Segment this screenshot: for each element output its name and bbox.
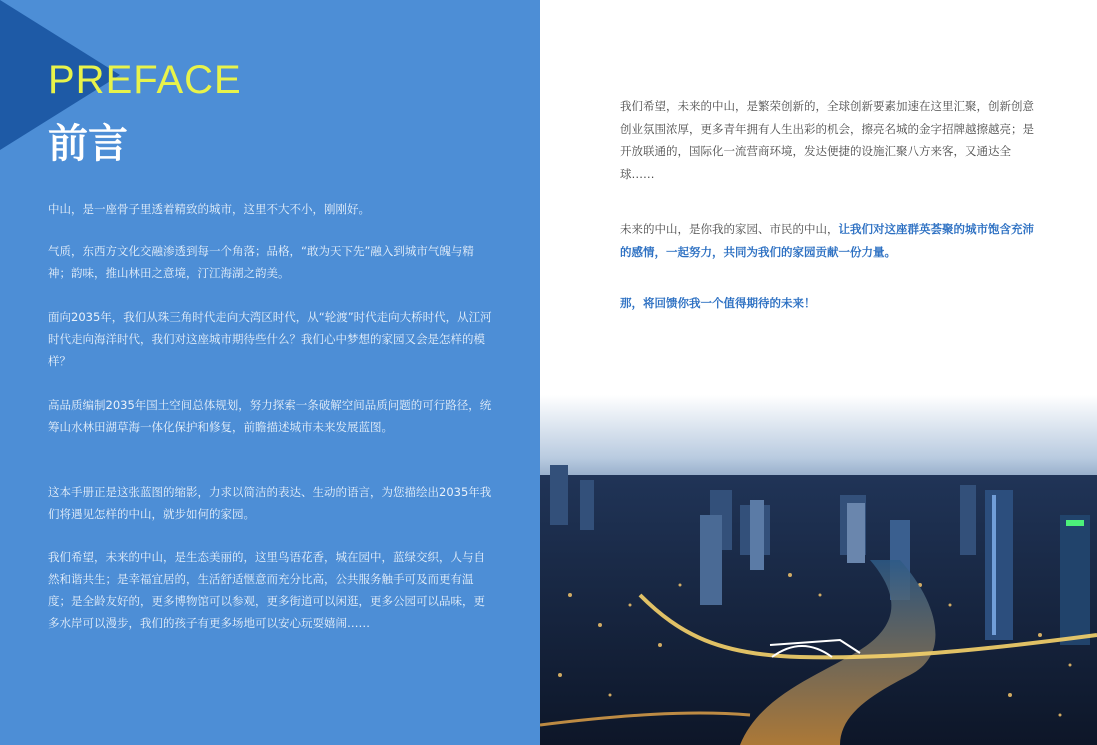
right-paragraph-1: 我们希望，未来的中山，是繁荣创新的，全球创新要素加速在这里汇聚，创新创意创业氛围浓厚，更多青年拥有人生出彩的机会，擦亮名城的金字招牌越擦越亮；是开放联通的，国际化一流营商环境，发达便捷的设施汇聚八方来客，又通达全球…… (620, 99, 1034, 181)
city-night-photo (540, 395, 1097, 745)
right-paragraph-2-plain: 未来的中山，是你我的家园、市民的中山， (620, 222, 839, 236)
paragraph-2: 气质，东西方文化交融渗透到每一个角落；品格，“敢为天下先”融入到城市气魄与精神；韵味，推山林田之意境，汀江海湖之韵美。 (48, 244, 474, 280)
heading-cn: 前言 (48, 121, 128, 167)
paragraph-5: 这本手册正是这张蓝图的缩影，力求以简洁的表达、生动的语言，为您描绘出2035年我们将遇见怎样的中山，就步如何的家园。 (48, 485, 492, 521)
right-paragraph-3: 那，将回馈你我一个值得期待的未来！ (620, 296, 816, 310)
paragraph-6: 我们希望，未来的中山，是生态美丽的，这里鸟语花香，城在园中，蓝绿交织，人与自然和谐共生；是幸福宜居的，生活舒适惬意而充分比高，公共服务触手可及而更有温度；是全龄友好的，更多博物馆可以参观，更多街道可以闲逛，更多公园可以品味，更多水岸可以漫步，我们的孩子有更多场地可以安心玩耍嬉闹…… (48, 550, 485, 630)
right-paragraph-2 (620, 218, 1035, 263)
paragraph-3: 面向2035年，我们从珠三角时代走向大湾区时代，从“轮渡”时代走向大桥时代，从江河时代走向海洋时代，我们对这座城市期待些什么？我们心中梦想的家园又会是怎样的模样？ (48, 310, 492, 368)
right-paragraph-2-highlight: 让我们对这座群英荟聚的城市饱含充沛的感情，一起努力，共同为我们的家园贡献一份力量。 (620, 222, 1034, 259)
paragraph-4: 高品质编制2035年国土空间总体规划，努力探索一条破解空间品质问题的可行路径，统筹山水林田湖草海一体化保护和修复，前瞻描述城市未来发展蓝图。 (48, 398, 492, 434)
paragraph-1: 中山，是一座骨子里透着精致的城市，这里不大不小，刚刚好。 (48, 202, 370, 216)
heading-en: PREFACE (48, 58, 242, 102)
right-page (540, 0, 1097, 745)
left-page (0, 0, 540, 745)
